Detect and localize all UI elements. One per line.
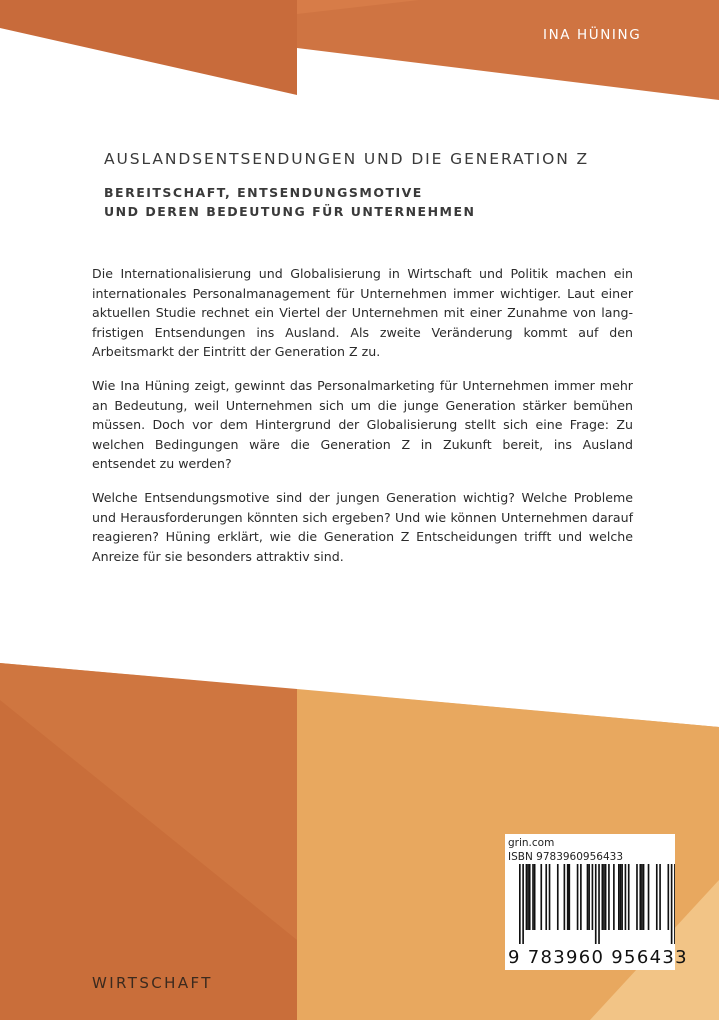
barcode-bar — [668, 864, 670, 930]
barcode — [505, 864, 675, 946]
category-label: WIRTSCHAFT — [92, 974, 213, 992]
barcode-bar — [618, 864, 620, 930]
barcode-bar — [595, 864, 597, 944]
barcode-bar — [625, 864, 627, 930]
isbn-label: ISBN 9783960956433 — [508, 851, 624, 863]
barcode-bar — [567, 864, 569, 930]
barcode-bar — [569, 864, 571, 930]
barcode-bar — [526, 864, 528, 930]
barcode-bar — [598, 864, 600, 944]
barcode-bar — [529, 864, 531, 930]
barcode-bar — [648, 864, 650, 930]
barcode-bar — [522, 864, 524, 944]
barcode-bar — [549, 864, 551, 930]
barcode-bar — [577, 864, 579, 930]
publisher-url: grin.com — [508, 837, 555, 849]
barcode-bar — [639, 864, 641, 930]
blurb — [92, 264, 633, 580]
barcode-bar — [671, 864, 673, 944]
barcode-bar — [603, 864, 605, 930]
barcode-bar — [564, 864, 566, 930]
barcode-bar — [527, 864, 529, 930]
barcode-bar — [636, 864, 638, 930]
barcode-bar — [545, 864, 547, 930]
barcode-bar — [592, 864, 594, 930]
barcode-box — [505, 834, 688, 970]
barcode-bar — [587, 864, 589, 930]
barcode-bar — [620, 864, 622, 930]
barcode-bar — [659, 864, 661, 930]
top-band-mid — [297, 0, 719, 100]
blurb-paragraph: Wie Ina Hüning zeigt, gewinnt das Personalmarketing für Unternehmen immer mehr an Bedeutung, weil Unternehmen sich um die junge Generation stärker bemühen müssen. Doch vor dem Hintergrund der Globalisierung stellt sich eine Frage: Zu welchen Bedingungen wäre die Generation Z in Zukunft bereit, ins Ausland entsendet zu werden? — [92, 377, 633, 472]
barcode-bar — [613, 864, 615, 930]
book-title: AUSLANDSENTSENDUNGEN UND DIE GENERATION Z — [104, 150, 590, 168]
blurb-paragraph: Welche Entsendungsmotive sind der jungen Generation wichtig? Welche Probleme und Herausforderungen könnten sich ergeben? Und wie können Unternehmen darauf reagieren? Hüning erklärt, wie die Generation Z Entscheidungen trifft und welche Anreize für sie besonders attraktiv sind. — [92, 489, 633, 564]
barcode-bar — [519, 864, 521, 944]
barcode-bar — [621, 864, 623, 930]
blurb-paragraph: Die Internationalisierung und Globalisierung in Wirtschaft und Politik machen ein internationales Personalmanagement für Unternehmen immer wichtiger. Laut einer aktuellen Studie rechnet ein Viertel der Unternehmen mit einer Zunahme von lang-fristigen Entsendungen ins Ausland. Als zweite Veränderung kommt auf den Arbeitsmarkt der Eintritt der Generation Z zu. — [92, 266, 633, 360]
top-band-dark — [0, 0, 297, 95]
barcode-bar — [580, 864, 582, 930]
barcode-bar — [540, 864, 542, 930]
barcode-bar — [605, 864, 607, 930]
barcode-bar — [628, 864, 630, 930]
barcode-bar — [534, 864, 536, 930]
barcode-bar — [557, 864, 559, 930]
barcode-bar — [641, 864, 643, 930]
barcode-bar — [608, 864, 610, 930]
barcode-digits: 9 783960 956433 — [508, 947, 688, 968]
author-name: INA HÜNING — [543, 27, 642, 43]
barcode-bar — [674, 864, 675, 944]
barcode-bar — [532, 864, 534, 930]
subtitle-line: BEREITSCHAFT, ENTSENDUNGSMOTIVE — [104, 185, 423, 200]
barcode-bar — [656, 864, 658, 930]
barcode-bar — [643, 864, 645, 930]
barcode-bar — [588, 864, 590, 930]
book-subtitle — [104, 183, 475, 221]
subtitle-line: UND DEREN BEDEUTUNG FÜR UNTERNEHMEN — [104, 204, 476, 219]
barcode-bar — [602, 864, 604, 930]
